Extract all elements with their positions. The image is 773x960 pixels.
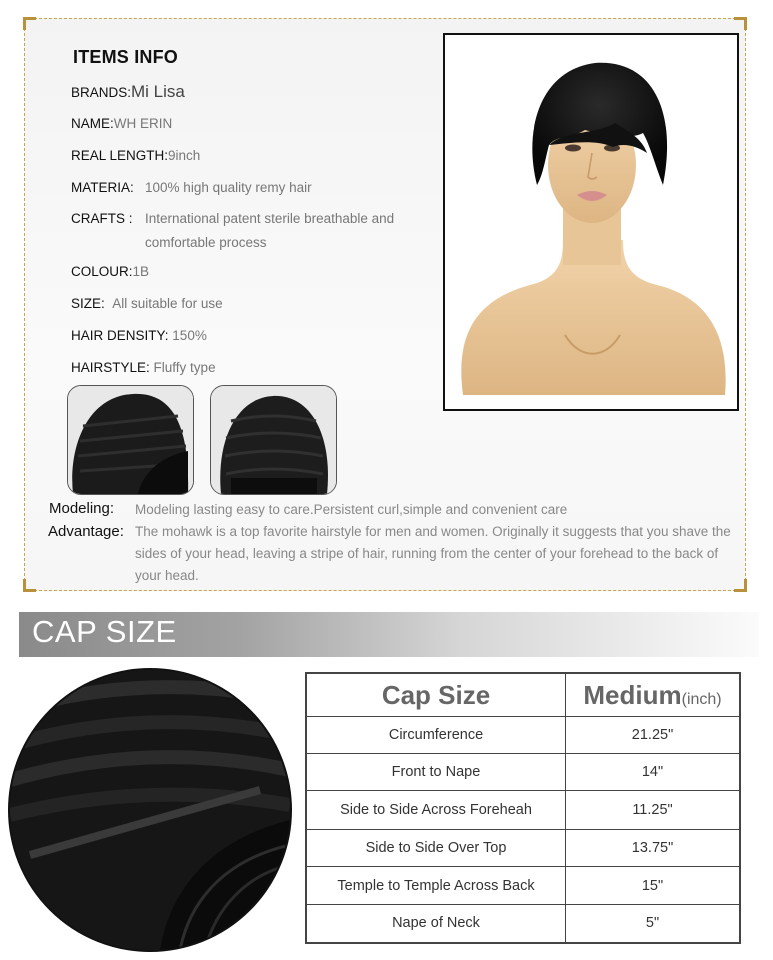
- row-name: Temple to Temple Across Back: [306, 867, 566, 905]
- spec-material: [71, 180, 312, 195]
- spec-value: 9inch: [168, 148, 201, 163]
- spec-label: MATERIA:: [71, 180, 134, 195]
- header-medium-label: Medium: [583, 679, 682, 710]
- spec-brand: [71, 82, 185, 102]
- spec-value: 150%: [172, 328, 207, 343]
- spec-value: WH ERIN: [113, 116, 173, 131]
- row-name: Front to Nape: [306, 754, 566, 791]
- row-name: Side to Side Over Top: [306, 830, 566, 867]
- header-cap-size: [306, 673, 566, 717]
- spec-label: SIZE:: [71, 296, 105, 311]
- table-row: [306, 754, 740, 791]
- advantage-label: Advantage:: [48, 523, 124, 540]
- spec-colour: [71, 264, 149, 279]
- row-name: Circumference: [306, 717, 566, 754]
- modeling-text: Modeling lasting easy to care.Persistent curl,simple and convenient care: [135, 502, 568, 517]
- spec-label: COLOUR:: [71, 264, 133, 279]
- header-medium: [566, 673, 741, 717]
- wig-cap-back-illustration: [211, 386, 336, 494]
- spec-hairstyle: [71, 360, 216, 375]
- spec-label: BRANDS:: [71, 85, 132, 100]
- cap-thumbnail-back: [210, 385, 337, 495]
- spec-label: HAIR DENSITY:: [71, 328, 169, 343]
- cap-size-heading: CAP SIZE: [32, 614, 177, 649]
- row-value: 15": [566, 867, 741, 905]
- cap-size-table: [305, 672, 741, 944]
- spec-value: Fluffy type: [153, 360, 216, 375]
- cap-thumbnail-side: [67, 385, 194, 495]
- corner-ornament: [23, 17, 36, 30]
- wig-cap-side-illustration: [68, 386, 193, 494]
- spec-value: Mi Lisa: [131, 82, 185, 101]
- row-value: 5": [566, 905, 741, 943]
- row-value: 21.25": [566, 717, 741, 754]
- header-unit-label: (inch): [681, 690, 722, 708]
- spec-name: [71, 116, 172, 131]
- spec-hair-density: [71, 328, 207, 343]
- table-row: [306, 791, 740, 830]
- items-info-title: ITEMS INFO: [73, 47, 178, 67]
- spec-value: All suitable for use: [112, 296, 223, 311]
- spec-label: CRAFTS :: [71, 211, 133, 226]
- corner-ornament: [734, 17, 747, 30]
- spec-value: 1B: [132, 264, 150, 279]
- table-row: [306, 717, 740, 754]
- modeling-label: Modeling:: [49, 500, 115, 517]
- advantage-text: The mohawk is a top favorite hairstyle for men and women. Originally it suggests that you shave the sides of your head, leaving a stripe of hair, running from the center of your forehead to the back of your head.: [135, 524, 731, 583]
- spec-label: REAL LENGTH:: [71, 148, 169, 163]
- table-row: [306, 905, 740, 943]
- row-value: 11.25": [566, 791, 741, 830]
- spec-crafts: [71, 207, 441, 255]
- mannequin-wig-illustration: [445, 35, 737, 409]
- table-header-row: [306, 673, 740, 717]
- row-name: Side to Side Across Foreheah: [306, 791, 566, 830]
- table-row: [306, 867, 740, 905]
- row-name: Nape of Neck: [306, 905, 566, 943]
- cap-closeup-photo: [8, 668, 292, 952]
- row-value: 14": [566, 754, 741, 791]
- spec-label: HAIRSTYLE:: [71, 360, 150, 375]
- spec-real-length: [71, 148, 200, 163]
- wig-cap-closeup-illustration: [10, 670, 290, 950]
- row-value: 13.75": [566, 830, 741, 867]
- corner-ornament: [23, 579, 36, 592]
- corner-ornament: [734, 579, 747, 592]
- header-cap-size-label: Cap Size: [381, 679, 491, 710]
- spec-label: NAME:: [71, 116, 114, 131]
- product-model-photo: [443, 33, 739, 411]
- table-row: [306, 830, 740, 867]
- spec-value: 100% high quality remy hair: [145, 180, 312, 195]
- spec-value: International patent sterile breathable and comfortable process: [145, 211, 395, 250]
- spec-size: [71, 296, 223, 311]
